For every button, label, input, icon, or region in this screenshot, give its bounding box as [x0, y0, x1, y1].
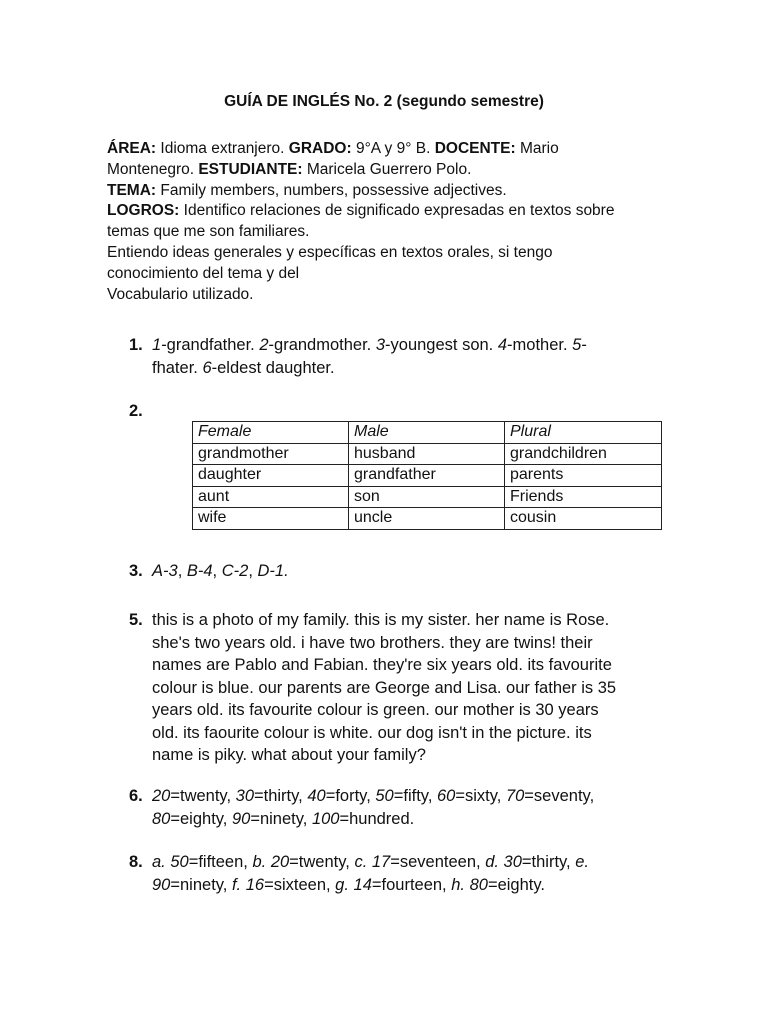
answer-line [152, 808, 652, 831]
docente-value: Mario [515, 140, 559, 157]
logros-line-2: temas que me son familiares. [107, 223, 310, 241]
question-number: 8. [129, 853, 143, 871]
table-cell: grandfather [349, 465, 505, 487]
table-row [193, 486, 662, 508]
paragraph-line: name is piky. what about your family? [152, 746, 426, 764]
paragraph-line: this is a photo of my family. this is my sister. her name is Rose. [152, 611, 610, 629]
area-value: Idioma extranjero. [156, 140, 289, 157]
table-cell: daughter [193, 465, 349, 487]
separator: , [248, 562, 258, 580]
answer-number: a. 50 [152, 853, 189, 871]
answer-word: =fifteen, [188, 853, 253, 871]
logros-line-5: Vocabulario utilizado. [107, 285, 254, 303]
question-5-text [152, 609, 652, 767]
logros-line-4: conocimiento del tema y del [107, 264, 300, 282]
table-cell: cousin [505, 508, 662, 530]
estudiante-value: Maricela Guerrero Polo. [302, 160, 472, 178]
page-title: GUÍA DE INGLÉS No. 2 (segundo semestre) [224, 93, 544, 110]
answer-word: -grandfather. [161, 336, 260, 354]
question-number: 5. [129, 611, 143, 629]
answer-word: =sixteen, [264, 875, 336, 894]
column-header: Male [349, 422, 505, 444]
header-line-4 [107, 201, 647, 222]
paragraph-line: names are Pablo and Fabian. they're six years old. its favourite [152, 656, 612, 674]
answer-number: 70 [505, 787, 525, 805]
answer-word: =sixty, [455, 787, 506, 805]
separator: , [177, 562, 187, 580]
answer-number: 3 [375, 336, 386, 354]
answer-number: 2 [259, 336, 269, 354]
answer-number: 90 [231, 809, 251, 828]
header-line-1 [107, 139, 647, 160]
question-3-text [152, 560, 652, 583]
answer-word: =hundred. [339, 809, 415, 828]
answer-number: 90 [152, 875, 171, 894]
answer-number: 100 [311, 809, 340, 828]
answer-word: =thirty, [254, 787, 308, 805]
answer-word: fhater. [152, 358, 203, 377]
table-cell: uncle [349, 508, 505, 530]
answer-word: - [581, 336, 587, 354]
answer-number: 60 [436, 787, 456, 805]
question-number: 3. [129, 562, 143, 580]
paragraph-line: years old. its favourite colour is green. our mother is 30 years [152, 701, 599, 719]
answer-number: 80 [152, 809, 171, 828]
answer-word: =ninety, [170, 875, 232, 894]
answer-pair: C-2 [221, 562, 249, 580]
answer-word: =fifty, [393, 787, 437, 805]
header-line-2 [107, 160, 647, 181]
question-1-text [152, 334, 652, 379]
answer-line [152, 785, 652, 808]
answer-word: -mother. [507, 336, 573, 354]
table-cell: son [349, 486, 505, 508]
answer-word: =forty, [325, 787, 376, 805]
table-cell: aunt [193, 486, 349, 508]
answer-number: d. 30 [485, 853, 522, 871]
answer-number: 30 [235, 787, 254, 805]
tema-value: Family members, numbers, possessive adjectives. [156, 181, 507, 199]
docente-value-2: Montenegro. [107, 160, 199, 178]
table-row [193, 465, 662, 487]
answer-number: f. 16 [231, 875, 265, 894]
table-cell: grandchildren [505, 443, 662, 465]
answer-word: =thirty, [521, 853, 576, 871]
answer-pair: D-1. [257, 562, 289, 580]
answer-word: -youngest son. [385, 336, 498, 354]
question-number: 6. [129, 787, 143, 805]
table-row [193, 508, 662, 530]
logros-label: LOGROS: [107, 202, 180, 220]
answer-line [152, 357, 652, 380]
table-cell: husband [349, 443, 505, 465]
answer-word: =seventeen, [390, 853, 486, 871]
paragraph-line: she's two years old. i have two brothers. they are twins! their [152, 633, 593, 652]
tema-label: TEMA: [107, 181, 157, 199]
answer-line [152, 560, 652, 583]
vocabulary-table [192, 421, 662, 530]
answer-number: c. 17 [354, 853, 391, 871]
answer-line [152, 874, 652, 897]
table-cell: parents [505, 465, 662, 487]
answer-pair: B-4 [186, 562, 213, 580]
paragraph-line: colour is blue. our parents are George and Lisa. our father is 35 [152, 678, 617, 697]
answer-number: 50 [375, 787, 394, 805]
answer-number: g. 14 [335, 875, 372, 894]
grado-label: GRADO: [288, 140, 352, 157]
logros-line-3: Entiendo ideas generales y específicas en textos orales, si tengo [107, 243, 553, 261]
answer-number: 40 [307, 787, 326, 805]
docente-label: DOCENTE: [434, 140, 516, 157]
answer-number: 1 [152, 336, 162, 354]
answer-word: -eldest daughter. [211, 358, 335, 377]
answer-number: 20 [152, 787, 171, 805]
answer-word: =eighty. [487, 875, 545, 894]
answer-word: =seventy, [524, 787, 595, 805]
estudiante-label: ESTUDIANTE: [198, 160, 303, 178]
answer-number: 6 [202, 358, 212, 377]
answer-line [152, 334, 652, 357]
separator: , [212, 562, 222, 580]
answer-word: =eighty, [170, 809, 232, 828]
header-block [107, 139, 647, 305]
table-cell: wife [193, 508, 349, 530]
question-6-text [152, 785, 652, 830]
answer-number: 4 [497, 336, 508, 354]
table-row [193, 443, 662, 465]
answer-number: 5 [572, 336, 582, 354]
grado-value: 9°A y 9° B. [351, 140, 435, 157]
header-line-3 [107, 181, 647, 202]
answer-line [152, 851, 652, 874]
answer-word: =twenty, [170, 787, 236, 805]
answer-number: b. 20 [252, 853, 290, 871]
logros-value: Identifico relaciones de significado expresadas en textos sobre [179, 202, 615, 220]
area-label: ÁREA: [107, 140, 157, 157]
column-header: Female [193, 422, 349, 444]
paragraph-line: old. its faourite colour is white. our dog isn't in the picture. its [152, 723, 592, 742]
answer-word: =ninety, [250, 809, 312, 828]
question-number: 1. [129, 336, 143, 354]
table-cell: Friends [505, 486, 662, 508]
table-header-row [193, 422, 662, 444]
answer-word: -grandmother. [268, 336, 376, 354]
question-number: 2. [129, 402, 143, 420]
column-header: Plural [505, 422, 662, 444]
answer-number: h. 80 [451, 875, 488, 894]
answer-word: =fourteen, [371, 875, 452, 894]
answer-pair: A-3 [152, 562, 178, 580]
question-8-text [152, 851, 652, 896]
answer-word: =twenty, [289, 853, 355, 871]
answer-number: e. [575, 853, 589, 871]
table-cell: grandmother [193, 443, 349, 465]
